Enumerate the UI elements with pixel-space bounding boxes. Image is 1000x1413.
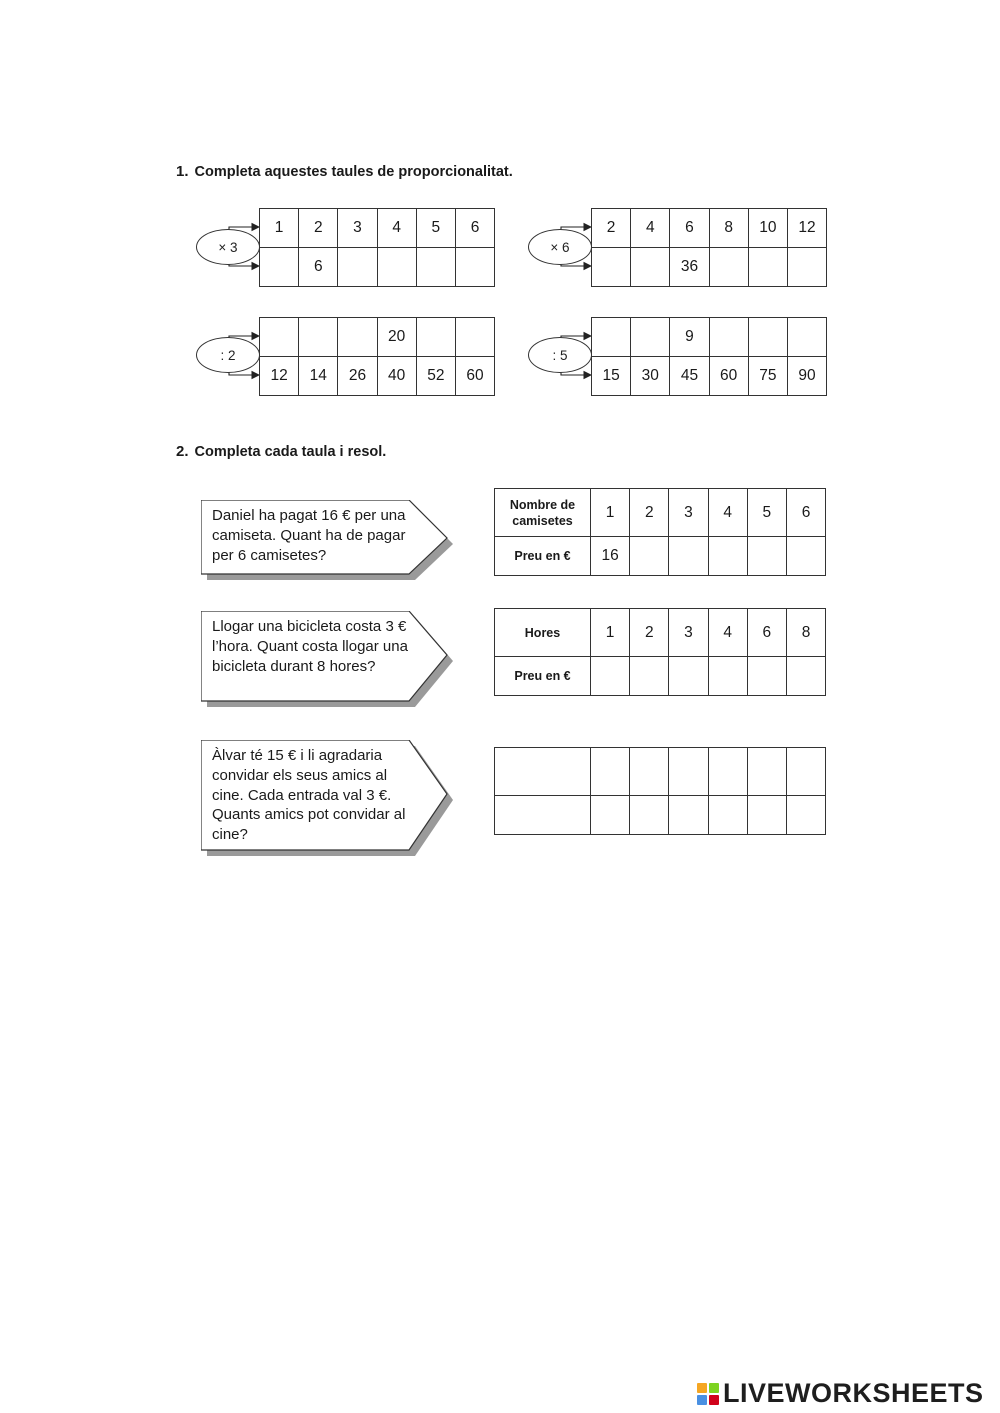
answer-cell[interactable] bbox=[787, 796, 826, 835]
table-cell: 20 bbox=[378, 318, 417, 357]
row-label-price: Preu en € bbox=[495, 537, 591, 576]
answer-cell[interactable] bbox=[787, 657, 826, 696]
liveworksheets-logo[interactable] bbox=[697, 1378, 984, 1409]
answer-cell[interactable] bbox=[788, 248, 827, 287]
table-cell: 8 bbox=[787, 609, 826, 657]
logo-square bbox=[697, 1395, 707, 1405]
table-cell: 1 bbox=[591, 489, 630, 537]
table-cell: 2 bbox=[630, 609, 669, 657]
answer-cell[interactable] bbox=[338, 248, 377, 287]
table-cell: 60 bbox=[456, 357, 495, 396]
table-cell: 4 bbox=[631, 209, 670, 248]
row-label-quantity: Nombre de camisetes bbox=[495, 489, 591, 537]
table-cell: 10 bbox=[749, 209, 788, 248]
table-cell: 5 bbox=[748, 489, 787, 537]
table-cell: 12 bbox=[788, 209, 827, 248]
answer-cell[interactable] bbox=[788, 318, 827, 357]
table-cell: 6 bbox=[748, 609, 787, 657]
problem-3-text: Àlvar té 15 € i li agradaria convidar els seus amics al cine. Cada entrada val 3 €. Quants amics pot convidar al cine? bbox=[212, 747, 406, 844]
answer-cell[interactable] bbox=[592, 248, 631, 287]
logo-square bbox=[709, 1383, 719, 1393]
problem-2-table bbox=[494, 608, 826, 696]
exercise-1-title-text: Completa aquestes taules de proporcionalitat. bbox=[194, 164, 513, 180]
table-cell: 6 bbox=[456, 209, 495, 248]
exercise-2-title bbox=[176, 443, 386, 460]
answer-cell[interactable] bbox=[631, 248, 670, 287]
logo-square bbox=[709, 1395, 719, 1405]
answer-cell[interactable] bbox=[591, 748, 630, 796]
answer-cell[interactable] bbox=[748, 657, 787, 696]
answer-cell[interactable] bbox=[710, 248, 749, 287]
table-cell: 9 bbox=[670, 318, 709, 357]
answer-cell[interactable] bbox=[748, 748, 787, 796]
table-cell: 3 bbox=[669, 489, 708, 537]
answer-cell[interactable] bbox=[417, 318, 456, 357]
answer-cell[interactable] bbox=[417, 248, 456, 287]
problem-1-table bbox=[494, 488, 826, 576]
table-cell: 40 bbox=[378, 357, 417, 396]
table-cell: 90 bbox=[788, 357, 827, 396]
problem-2-text: Llogar una bicicleta costa 3 € l’hora. Quant costa llogar una bicicleta durant 8 hores? bbox=[212, 618, 408, 675]
answer-cell[interactable] bbox=[749, 248, 788, 287]
answer-cell[interactable] bbox=[709, 537, 748, 576]
answer-cell[interactable] bbox=[630, 748, 669, 796]
answer-cell[interactable] bbox=[710, 318, 749, 357]
table-cell: 1 bbox=[260, 209, 299, 248]
table-cell: 6 bbox=[670, 209, 709, 248]
table-cell: 45 bbox=[670, 357, 709, 396]
table-cell: 30 bbox=[631, 357, 670, 396]
answer-cell[interactable] bbox=[787, 748, 826, 796]
brand-logo-icon bbox=[697, 1383, 719, 1405]
proportion-table-3 bbox=[259, 317, 495, 396]
answer-cell[interactable] bbox=[299, 318, 338, 357]
problem-1-text: Daniel ha pagat 16 € per una camiseta. Quant ha de pagar per 6 camisetes? bbox=[212, 507, 406, 564]
exercise-2-number: 2. bbox=[176, 443, 189, 460]
answer-cell[interactable] bbox=[378, 248, 417, 287]
table-cell: 75 bbox=[749, 357, 788, 396]
operator-times-6: × 6 bbox=[528, 229, 592, 265]
row-label-input[interactable] bbox=[495, 748, 591, 796]
table-cell: 6 bbox=[299, 248, 338, 287]
table-cell: 15 bbox=[592, 357, 631, 396]
proportion-table-4 bbox=[591, 317, 827, 396]
answer-cell[interactable] bbox=[709, 796, 748, 835]
exercise-1-title bbox=[176, 163, 513, 180]
answer-cell[interactable] bbox=[669, 796, 708, 835]
table-cell: 8 bbox=[710, 209, 749, 248]
proportion-table-2 bbox=[591, 208, 827, 287]
table-cell: 14 bbox=[299, 357, 338, 396]
answer-cell[interactable] bbox=[456, 248, 495, 287]
answer-cell[interactable] bbox=[669, 657, 708, 696]
exercise-1-number: 1. bbox=[176, 163, 189, 180]
table-cell: 4 bbox=[709, 609, 748, 657]
brand-name: LIVEWORKSHEETS bbox=[723, 1378, 984, 1408]
table-cell: 2 bbox=[299, 209, 338, 248]
problem-3-table bbox=[494, 747, 826, 835]
table-cell: 3 bbox=[338, 209, 377, 248]
answer-cell[interactable] bbox=[787, 537, 826, 576]
table-cell: 6 bbox=[787, 489, 826, 537]
answer-cell[interactable] bbox=[709, 748, 748, 796]
operator-divide-2: : 2 bbox=[196, 337, 260, 373]
row-label-hours: Hores bbox=[495, 609, 591, 657]
answer-cell[interactable] bbox=[260, 318, 299, 357]
answer-cell[interactable] bbox=[709, 657, 748, 696]
table-cell: 3 bbox=[669, 609, 708, 657]
table-cell: 2 bbox=[592, 209, 631, 248]
answer-cell[interactable] bbox=[591, 796, 630, 835]
answer-cell[interactable] bbox=[749, 318, 788, 357]
table-cell: 26 bbox=[338, 357, 377, 396]
table-cell: 16 bbox=[591, 537, 630, 576]
table-cell: 1 bbox=[591, 609, 630, 657]
answer-cell[interactable] bbox=[592, 318, 631, 357]
table-cell: 4 bbox=[709, 489, 748, 537]
answer-cell[interactable] bbox=[591, 657, 630, 696]
answer-cell[interactable] bbox=[260, 248, 299, 287]
row-label-price: Preu en € bbox=[495, 657, 591, 696]
operator-times-3: × 3 bbox=[196, 229, 260, 265]
table-cell: 52 bbox=[417, 357, 456, 396]
answer-cell[interactable] bbox=[630, 537, 669, 576]
problem-1-callout bbox=[201, 500, 451, 580]
table-cell: 36 bbox=[670, 248, 709, 287]
logo-square bbox=[697, 1383, 707, 1393]
answer-cell[interactable] bbox=[631, 318, 670, 357]
table-cell: 5 bbox=[417, 209, 456, 248]
problem-2-callout bbox=[201, 611, 451, 707]
answer-cell[interactable] bbox=[338, 318, 377, 357]
operator-divide-5: : 5 bbox=[528, 337, 592, 373]
answer-cell[interactable] bbox=[669, 537, 708, 576]
table-cell: 4 bbox=[378, 209, 417, 248]
answer-cell[interactable] bbox=[456, 318, 495, 357]
table-cell: 12 bbox=[260, 357, 299, 396]
row-label-input[interactable] bbox=[495, 796, 591, 835]
answer-cell[interactable] bbox=[630, 796, 669, 835]
answer-cell[interactable] bbox=[669, 748, 708, 796]
table-cell: 60 bbox=[710, 357, 749, 396]
problem-3-callout bbox=[201, 740, 451, 856]
answer-cell[interactable] bbox=[748, 796, 787, 835]
answer-cell[interactable] bbox=[748, 537, 787, 576]
table-cell: 2 bbox=[630, 489, 669, 537]
answer-cell[interactable] bbox=[630, 657, 669, 696]
exercise-2-title-text: Completa cada taula i resol. bbox=[194, 444, 387, 460]
proportion-table-1 bbox=[259, 208, 495, 287]
